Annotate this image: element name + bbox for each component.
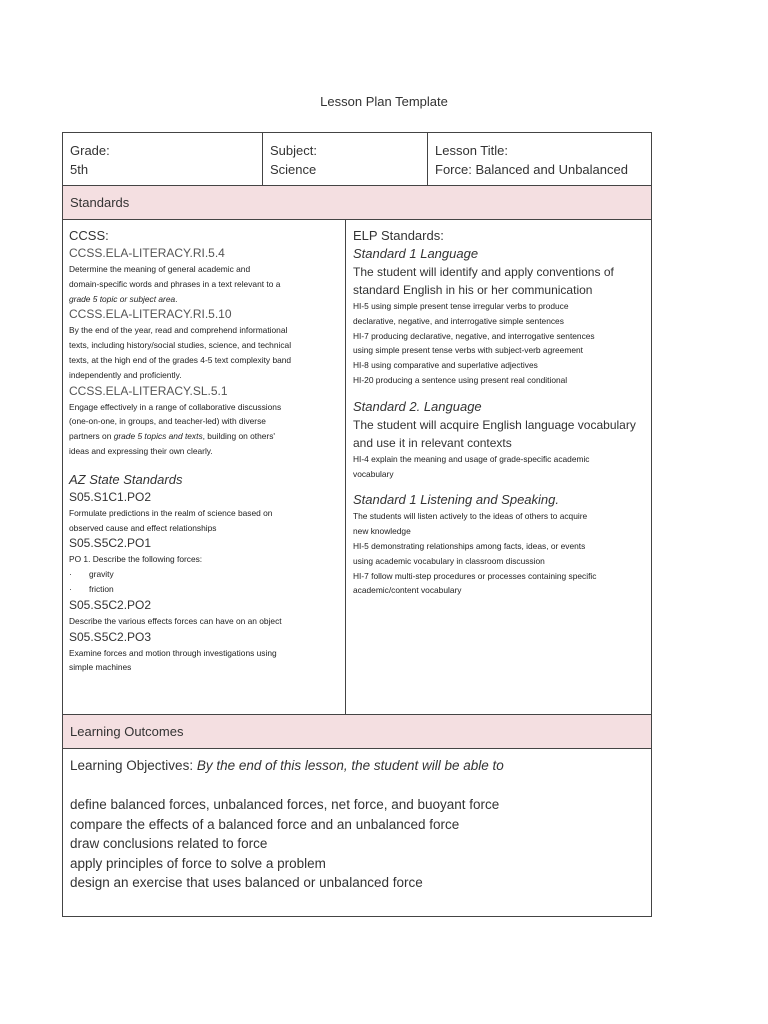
ccss-code: CCSS.ELA-LITERACY.RI.5.10 <box>69 307 232 322</box>
ccss-text-line: Engage effectively in a range of collaborative discussions <box>69 401 282 412</box>
elp-standard-title: Standard 1 Listening and Speaking. <box>353 492 559 508</box>
objective-item: define balanced forces, unbalanced forces, net force, and buoyant force <box>70 797 500 812</box>
ccss-az-column <box>63 220 346 714</box>
az-text-line: Examine forces and motion through investigations using <box>69 647 277 658</box>
bullet-dot: · <box>69 583 72 594</box>
ccss-code: CCSS.ELA-LITERACY.SL.5.1 <box>69 383 228 398</box>
header-row <box>63 133 651 186</box>
az-code: S05.S5C2.PO2 <box>69 597 152 612</box>
objective-item: apply principles of force to solve a problem <box>70 855 326 871</box>
elp-text-line: HI-7 follow multi-step procedures or processes containing specific <box>353 570 597 581</box>
lesson-title-value: Force: Balanced and Unbalanced <box>435 162 628 177</box>
bullet-text: gravity <box>89 569 114 580</box>
elp-standard-title: Standard 1 Language <box>353 246 479 261</box>
elp-text-line: new knowledge <box>353 526 411 537</box>
elp-text-line: HI-4 explain the meaning and usage of grade-specific academic <box>353 453 590 464</box>
standards-row <box>63 220 651 715</box>
bullet-dot: · <box>69 569 72 580</box>
ccss-period: . <box>175 293 178 304</box>
elp-text-line: declarative, negative, and interrogative simple sentences <box>353 315 564 326</box>
learning-outcomes-band: Learning Outcomes <box>63 715 651 749</box>
az-text-line: PO 1. Describe the following forces: <box>69 554 203 565</box>
az-code: S05.S5C2.PO1 <box>69 536 152 551</box>
ccss-code: CCSS.ELA-LITERACY.RI.5.4 <box>69 246 225 260</box>
elp-text-line: using academic vocabulary in classroom discussion <box>353 555 545 566</box>
grade-label: Grade: <box>70 143 110 158</box>
ccss-italic-text: grade 5 topics and texts <box>113 431 203 442</box>
az-bullet-item <box>69 567 339 582</box>
elp-text-line: HI-5 using simple present tense irregular verbs to produce <box>353 301 569 311</box>
ccss-text-line: ideas and expressing their own clearly. <box>69 445 213 456</box>
az-bullet-item <box>69 582 339 597</box>
subject-label: Subject: <box>270 143 317 158</box>
ccss-text-line <box>69 429 339 444</box>
grade-value: 5th <box>70 162 89 177</box>
elp-text-line: vocabulary <box>353 468 394 479</box>
az-text-line: Describe the various effects forces can have on an object <box>69 615 282 626</box>
az-text-line: simple machines <box>69 662 132 673</box>
learning-outcomes-row <box>63 749 651 917</box>
az-heading: AZ State Standards <box>69 471 183 487</box>
lesson-title-cell <box>428 133 651 185</box>
elp-text-line: using simple present tense verbs with subject-verb agreement <box>353 345 583 356</box>
elp-standard-desc: The student will identify and apply conventions of <box>353 265 614 279</box>
ccss-text-line: Determine the meaning of general academic and <box>69 264 251 274</box>
ccss-text-line: (one-on-one, in groups, and teacher-led) with diverse <box>69 416 266 427</box>
az-text-line: Formulate predictions in the realm of science based on <box>69 507 273 518</box>
objective-item: draw conclusions related to force <box>70 836 268 851</box>
learning-objectives-heading <box>70 757 644 775</box>
elp-standard-desc: The student will acquire English language vocabulary <box>353 417 636 432</box>
elp-heading: ELP Standards: <box>353 228 444 243</box>
bullet-text: friction <box>89 583 114 594</box>
az-text-line: observed cause and effect relationships <box>69 522 217 533</box>
elp-standard-desc: and use it in relevant contexts <box>353 435 512 450</box>
subject-cell <box>263 133 428 185</box>
ccss-partners-pre: partners on <box>69 431 114 442</box>
elp-standard-title: Standard 2. Language <box>353 398 482 414</box>
ccss-text-line: texts, at the high end of the grades 4-5 text complexity band <box>69 354 292 365</box>
objective-item: compare the effects of a balanced force and an unbalanced force <box>70 816 460 832</box>
ccss-heading: CCSS: <box>69 228 109 243</box>
elp-text-line: academic/content vocabulary <box>353 585 462 596</box>
objectives-intro: By the end of this lesson, the student will be able to <box>196 758 504 773</box>
az-code: S05.S5C2.PO3 <box>69 629 152 644</box>
subject-value: Science <box>270 162 317 177</box>
ccss-text-line: By the end of the year, read and comprehend informational <box>69 325 288 336</box>
ccss-text-line: texts, including history/social studies, science, and technical <box>69 340 292 351</box>
elp-text-line: HI-20 producing a sentence using present real conditional <box>353 374 568 385</box>
elp-text-line: HI-8 using comparative and superlative adjectives <box>353 360 538 371</box>
elp-column <box>346 220 651 714</box>
elp-text-line: The students will listen actively to the ideas of others to acquire <box>353 511 588 522</box>
ccss-text-line <box>69 292 339 307</box>
objective-item: design an exercise that uses balanced or unbalanced force <box>70 875 423 890</box>
elp-standard-desc: standard English in his or her communication <box>353 283 593 297</box>
lesson-plan-table <box>62 132 652 917</box>
standards-band: Standards <box>63 186 651 220</box>
ccss-text-line: domain-specific words and phrases in a text relevant to a <box>69 278 281 289</box>
grade-cell <box>63 133 263 185</box>
ccss-italic-text: grade 5 topic or subject area <box>69 293 176 304</box>
ccss-partners-post: , building on others' <box>202 431 276 442</box>
objectives-label: Learning Objectives: <box>70 758 197 773</box>
elp-text-line: HI-5 demonstrating relationships among facts, ideas, or events <box>353 540 586 551</box>
elp-text-line: HI-7 producing declarative, negative, and interrogative sentences <box>353 330 595 341</box>
lesson-title-label: Lesson Title: <box>435 143 508 158</box>
ccss-text-line: independently and proficiently. <box>69 369 182 380</box>
document-title: Lesson Plan Template <box>320 94 448 109</box>
az-code: S05.S1C1.PO2 <box>69 489 152 504</box>
